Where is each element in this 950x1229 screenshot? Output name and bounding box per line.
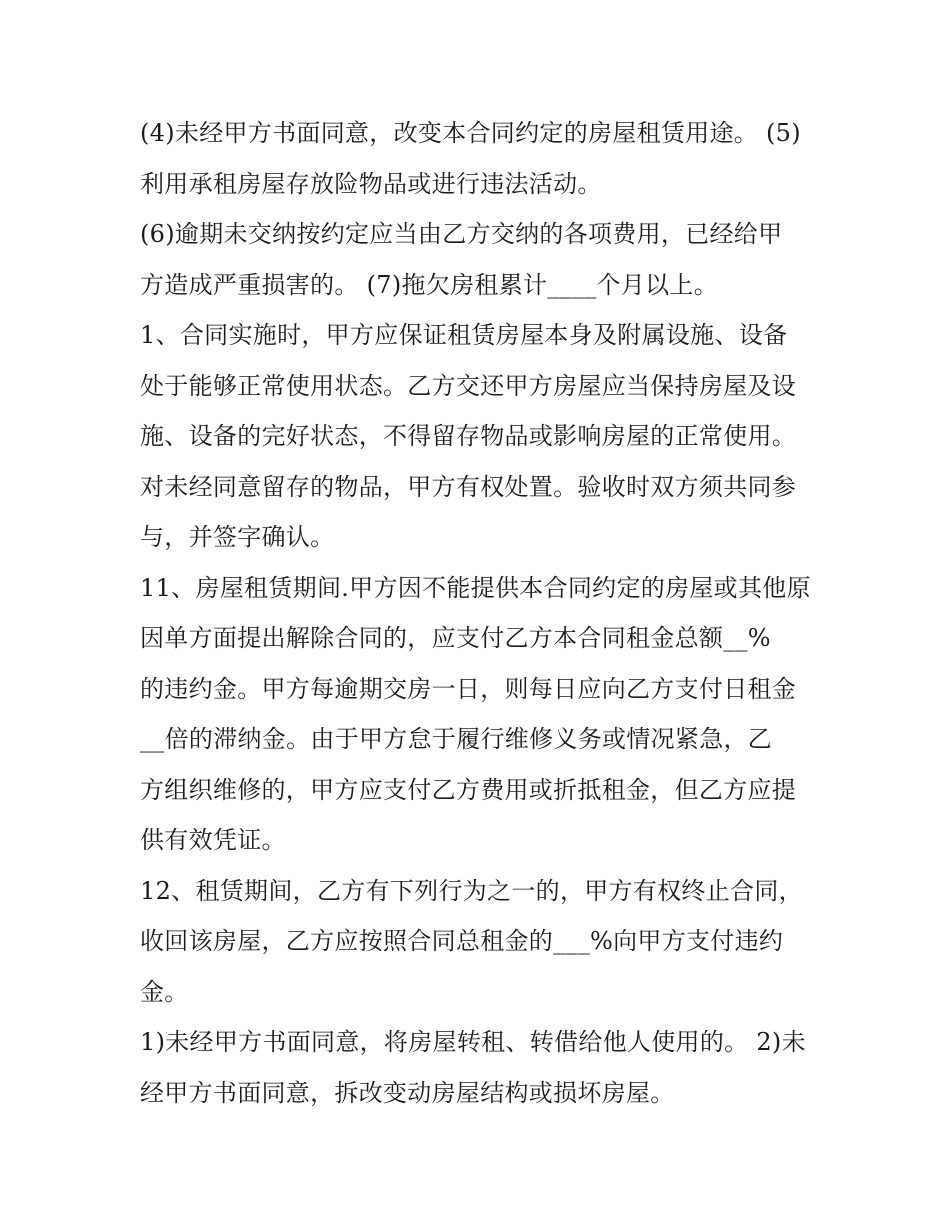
text-line: 1、合同实施时，甲方应保证租赁房屋本身及附属设施、设备 [140,321,788,349]
paragraph-clause-4-5 [140,108,830,209]
text-line: 方造成严重损害的。 (7)拖欠房租累计____个月以上。 [140,270,719,299]
text-line: 金。 [140,977,189,1006]
text-line: 方组织维修的，甲方应支付乙方费用或折抵租金，但乙方应提 [140,775,797,804]
document-body [140,108,830,1118]
text-line: 施、设备的完好状态，不得留存物品或影响房屋的正常使用。 [140,422,797,450]
text-line: 供有效凭证。 [140,826,286,854]
paragraph-clause-6-7 [140,209,830,310]
text-line: 1)未经甲方书面同意，将房屋转租、转借给他人使用的。 2)未 [140,1028,806,1056]
paragraph-subclause-1-2 [140,1017,830,1118]
text-line: (4)未经甲方书面同意，改变本合同约定的房屋租赁用途。 (5) [140,119,801,147]
paragraph-clause-11 [140,563,830,866]
text-line: 与，并签字确认。 [140,523,335,551]
text-line: 利用承租房屋存放险物品或进行违法活动。 [140,169,602,198]
paragraph-clause-1 [140,310,830,563]
text-line: 因单方面提出解除合同的，应支付乙方本合同租金总额__% [140,624,771,652]
text-line: 收回该房屋，乙方应按照合同总租金的___%向甲方支付违约 [140,927,784,955]
text-line: 11、房屋租赁期间.甲方因不能提供本合同约定的房屋或其他原 [140,573,811,602]
text-line: 的违约金。甲方每逾期交房一日，则每日应向乙方支付日租金 [140,674,797,703]
text-line: __倍的滞纳金。由于甲方怠于履行维修义务或情况紧急，乙 [140,725,773,753]
text-line: 12、租赁期间，乙方有下列行为之一的，甲方有权终止合同， [140,876,803,905]
text-line: (6)逾期未交纳按约定应当由乙方交纳的各项费用，已经给甲 [140,220,783,248]
paragraph-clause-12 [140,866,830,1018]
text-line: 对未经同意留存的物品，甲方有权处置。验收时双方须共同参 [140,472,797,501]
text-line: 经甲方书面同意，拆改变动房屋结构或损坏房屋。 [140,1078,675,1107]
text-line: 处于能够正常使用状态。乙方交还甲方房屋应当保持房屋及设 [140,371,797,400]
